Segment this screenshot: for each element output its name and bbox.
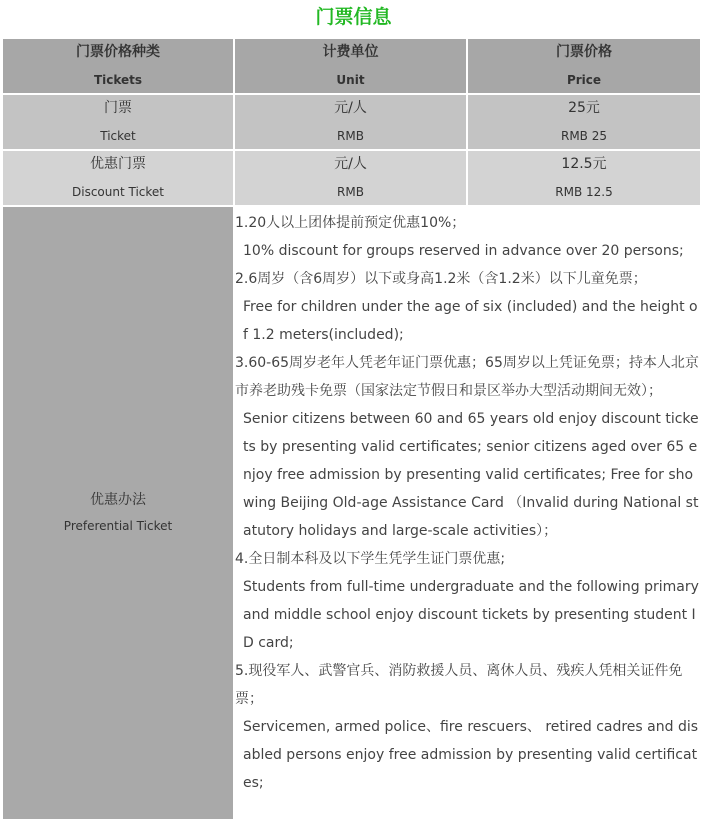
discount-price-cell bbox=[467, 150, 701, 206]
ticket-unit-zh: 元/人 bbox=[334, 100, 367, 116]
table-header-row bbox=[2, 38, 701, 94]
header-price-zh: 门票价格 bbox=[556, 44, 612, 60]
preferential-item-zh: 3.60-65周岁老年人凭老年证门票优惠；65周岁以上凭证免票；持本人北京市养老助残卡免票（国家法定节假日和景区举办大型活动期间无效）； bbox=[235, 355, 699, 399]
header-cell-price bbox=[467, 38, 701, 94]
preferential-item-zh: 4.全日制本科及以下学生凭学生证门票优惠; bbox=[235, 551, 506, 567]
header-tickets-zh: 门票价格种类 bbox=[76, 44, 160, 60]
preferential-item-en: Senior citizens between 60 and 65 years old enjoy discount tickets by presenting valid certificates; senior citizens aged over 65 enjoy free admission by presenting valid certificates; Free for showing Beijing Old-age Assistance Card （Invalid during National statutory holidays and large-scale activities）； bbox=[243, 411, 699, 539]
preferential-label-en: Preferential Ticket bbox=[63, 519, 173, 533]
discount-type-zh: 优惠门票 bbox=[90, 156, 146, 172]
ticket-price-cell bbox=[467, 94, 701, 150]
header-price-en: Price bbox=[566, 73, 602, 87]
ticket-price-en: RMB 25 bbox=[560, 129, 607, 143]
preferential-item-en: Free for children under the age of six (included) and the height of 1.2 meters(included); bbox=[243, 299, 698, 343]
preferential-item-en: Students from full-time undergraduate and the following primary and middle school enjoy discount tickets by presenting student ID card; bbox=[243, 579, 699, 651]
preferential-item-zh: 1.20人以上团体提前预定优惠10%； bbox=[235, 215, 466, 231]
discount-unit-zh: 元/人 bbox=[334, 156, 367, 172]
preferential-label-zh: 优惠办法 bbox=[90, 492, 146, 508]
preferential-details-cell bbox=[234, 206, 701, 820]
discount-type-en: Discount Ticket bbox=[72, 185, 164, 199]
preferential-label-cell bbox=[2, 206, 234, 820]
preferential-item-en: Servicemen, armed police、fire rescuers、 retired cadres and disabled persons enjoy free admission by presenting valid certificates; bbox=[243, 719, 699, 791]
preferential-item-zh: 2.6周岁（含6周岁）以下或身高1.2米（含1.2米）以下儿童免票； bbox=[235, 271, 647, 287]
cell-bottom-spacer bbox=[235, 797, 700, 819]
header-unit-en: Unit bbox=[336, 73, 365, 87]
preferential-item-en: 10% discount for groups reserved in advance over 20 persons; bbox=[243, 243, 684, 259]
ticket-unit-cell bbox=[234, 94, 467, 150]
header-cell-tickets bbox=[2, 38, 234, 94]
discount-type-cell bbox=[2, 150, 234, 206]
ticket-info-table bbox=[1, 37, 702, 821]
table-row bbox=[2, 150, 701, 206]
preferential-item-zh: 5.现役军人、武警官兵、消防救援人员、离休人员、残疾人凭相关证件免票； bbox=[235, 663, 683, 707]
ticket-type-cell bbox=[2, 94, 234, 150]
header-cell-unit bbox=[234, 38, 467, 94]
discount-unit-cell bbox=[234, 150, 467, 206]
ticket-price-zh: 25元 bbox=[568, 100, 600, 116]
page-title: 门票信息 bbox=[315, 6, 392, 28]
header-unit-zh: 计费单位 bbox=[322, 44, 379, 60]
table-row bbox=[2, 94, 701, 150]
ticket-unit-en: RMB bbox=[337, 129, 364, 143]
table-row bbox=[2, 206, 701, 820]
discount-price-en: RMB 12.5 bbox=[555, 185, 613, 199]
discount-unit-en: RMB bbox=[337, 185, 364, 199]
header-tickets-en: Tickets bbox=[93, 73, 143, 87]
ticket-type-zh: 门票 bbox=[104, 100, 132, 116]
ticket-type-en: Ticket bbox=[100, 129, 136, 143]
discount-price-zh: 12.5元 bbox=[561, 156, 607, 172]
